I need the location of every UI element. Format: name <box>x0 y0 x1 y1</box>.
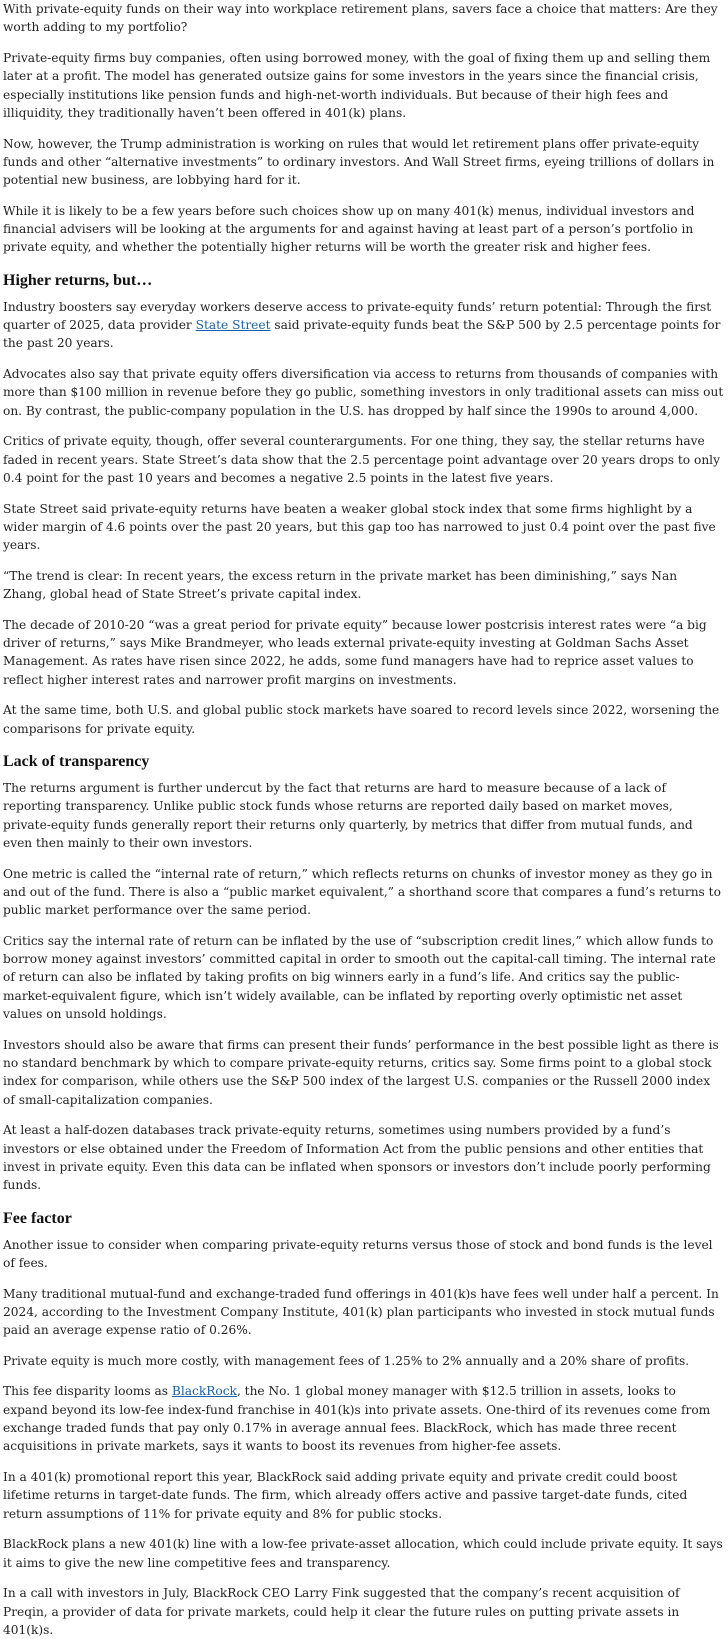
state-street-link[interactable]: State Street <box>195 318 271 333</box>
paragraph: State Street said private-equity returns have beaten a weaker global stock index that some firms highlight by a wider margin of 4.6 points over the past 20 years, but this gap too has narrowed to just 0.4 point over the past five years. <box>3 501 716 553</box>
paragraph-text: said private-equity funds beat the S&P 500 by 2.5 percentage points for the past 20 years. <box>3 318 721 351</box>
section-heading-higher-returns: Higher returns, but… <box>3 271 153 289</box>
paragraph-with-link <box>3 1382 724 1455</box>
blackrock-link[interactable]: BlackRock <box>171 1384 237 1399</box>
paragraph-text: , the No. 1 global money manager with $12.5 trillion in assets, looks to expand beyond its low-fee index-fund franchise in 401(k)s into private assets. One-third of its revenues come from exchange traded funds that pay only 0.17% in average annual fees. BlackRock, which has made three recent acquisitions in private markets, says it wants to boost its revenues from higher-fee assets. <box>3 1384 711 1454</box>
section-heading-lack-of-transparency: Lack of transparency <box>3 753 150 771</box>
paragraph: Critics of private equity, though, offer several counterarguments. For one thing, they say, the stellar returns have faded in recent years. State Street’s data show that the 2.5 percentage point advantage over 20 years drops to only 0.4 point for the past 10 years and becomes a negative 2.5 points in the latest five years. <box>3 434 720 485</box>
paragraph-with-link <box>3 298 724 353</box>
paragraph: Another issue to consider when comparing private-equity returns versus those of stock and bond funds is the level of fees. <box>3 1237 713 1270</box>
paragraph: BlackRock plans a new 401(k) line with a low-fee private-asset allocation, which could include private equity. It says it aims to give the new line competitive fees and transparency. <box>3 1537 723 1570</box>
paragraph: Investors should also be aware that firms can present their funds’ performance in the best possible light as there is no standard benchmark by which to compare private-equity returns, critics say. Some firms point to a global stock index for comparison, while others use the S&P 500 index of the largest U.S. companies or the Russell 2000 index of small-capitalization companies. <box>3 1037 719 1107</box>
paragraph: At least a half-dozen databases track private-equity returns, sometimes using numbers provided by a fund’s investors or else obtained under the Freedom of Information Act from the public pensions and other entities that invest in private equity. Even this data can be inflated when sponsors or investors don’t include poorly performing funds. <box>3 1123 711 1193</box>
paragraph: Advocates also say that private equity offers diversification via access to returns from thousands of companies with more than $100 million in revenue before they go public, something investors in only traditional assets can miss out on. By contrast, the public-company population in the U.S. has dropped by half since the 1990s to around 4,000. <box>3 367 724 418</box>
paragraph: The decade of 2010-20 “was a great period for private equity” because lower postcrisis interest rates were “a big driver of returns,” says Mike Brandmeyer, who leads external private-equity investing at Goldman Sachs Asset Management. As rates have risen since 2022, he adds, some fund managers have had to reprice asset values to reflect higher interest rates and narrower profit margins on investments. <box>3 617 707 687</box>
paragraph: With private-equity funds on their way into workplace retirement plans, savers face a choice that matters: Are they worth adding to my portfolio? <box>3 2 718 35</box>
paragraph: “The trend is clear: In recent years, the excess return in the private market has been diminishing,” says Nan Zhang, global head of State Street’s private capital index. <box>3 568 678 602</box>
section-heading-fee-factor: Fee factor <box>3 1209 72 1227</box>
paragraph: The returns argument is further undercut by the fact that returns are hard to measure because of a lack of reporting transparency. Unlike public stock funds whose returns are reported daily based on market moves, private-equity funds generally report their returns only quarterly, by metrics that differ from mutual funds, and even then mainly to their own investors. <box>3 781 693 850</box>
paragraph: Private-equity firms buy companies, often using borrowed money, with the goal of fixing them up and selling them later at a profit. The model has generated outsize gains for some investors in the years since the financial crisis, especially institutions like pension funds and high-net-worth individuals. But because of their high fees and illiquidity, they traditionally haven’t been offered in 401(k) plans. <box>3 50 711 120</box>
paragraph-text: This fee disparity looms as <box>3 1384 172 1399</box>
paragraph-text: Industry boosters say everyday workers deserve access to private-equity funds’ return potential: Through the first quarter of 2025, data provider <box>3 299 712 333</box>
paragraph: One metric is called the “internal rate of return,” which reflects returns on chunks of investor money as they go in and out of the fund. There is also a “public market equivalent,” a shorthand score that compares a fund’s returns to public market performance over the same period. <box>3 866 721 918</box>
paragraph: Private equity is much more costly, with management fees of 1.25% to 2% annually and a 20% share of profits. <box>3 1353 690 1368</box>
paragraph: While it is likely to be a few years before such choices show up on many 401(k) menus, individual investors and financial advisers will be looking at the arguments for and against having at least part of a person’s portfolio in private equity, and whether the potentially higher returns will be worth the greater risk and higher fees. <box>3 203 695 255</box>
paragraph: Now, however, the Trump administration is working on rules that would let retirement plans offer private-equity funds and other “alternative investments” to ordinary investors. And Wall Street firms, eyeing trillions of dollars in potential new business, are lobbying hard for it. <box>3 136 715 188</box>
paragraph: Critics say the internal rate of return can be inflated by the use of “subscription credit lines,” which allow funds to borrow money against investors’ committed capital in order to smooth out the capital-call timing. The internal rate of return can also be inflated by taking profits on big winners early in a fund’s life. And critics say the public-market-equivalent figure, which isn’t widely available, can be inflated by reporting overly optimistic net asset values on unsold holdings. <box>3 933 716 1022</box>
paragraph: At the same time, both U.S. and global public stock markets have soared to record levels since 2022, worsening the comparisons for private equity. <box>3 703 720 736</box>
paragraph: In a 401(k) promotional report this year, BlackRock said adding private equity and private credit could boost lifetime returns in target-date funds. The firm, which already offers active and passive target-date funds, cited return assumptions of 11% for private equity and 8% for public stocks. <box>3 1470 688 1521</box>
paragraph: In a call with investors in July, BlackRock CEO Larry Fink suggested that the company’s recent acquisition of Preqin, a provider of data for private markets, could help it clear the future rules on putting private assets in 401(k)s. <box>3 1586 680 1637</box>
paragraph: Many traditional mutual-fund and exchange-traded fund offerings in 401(k)s have fees well under half a percent. In 2024, according to the Investment Company Institute, 401(k) plan participants who invested in stock mutual funds paid an average expense ratio of 0.26%. <box>3 1286 719 1338</box>
